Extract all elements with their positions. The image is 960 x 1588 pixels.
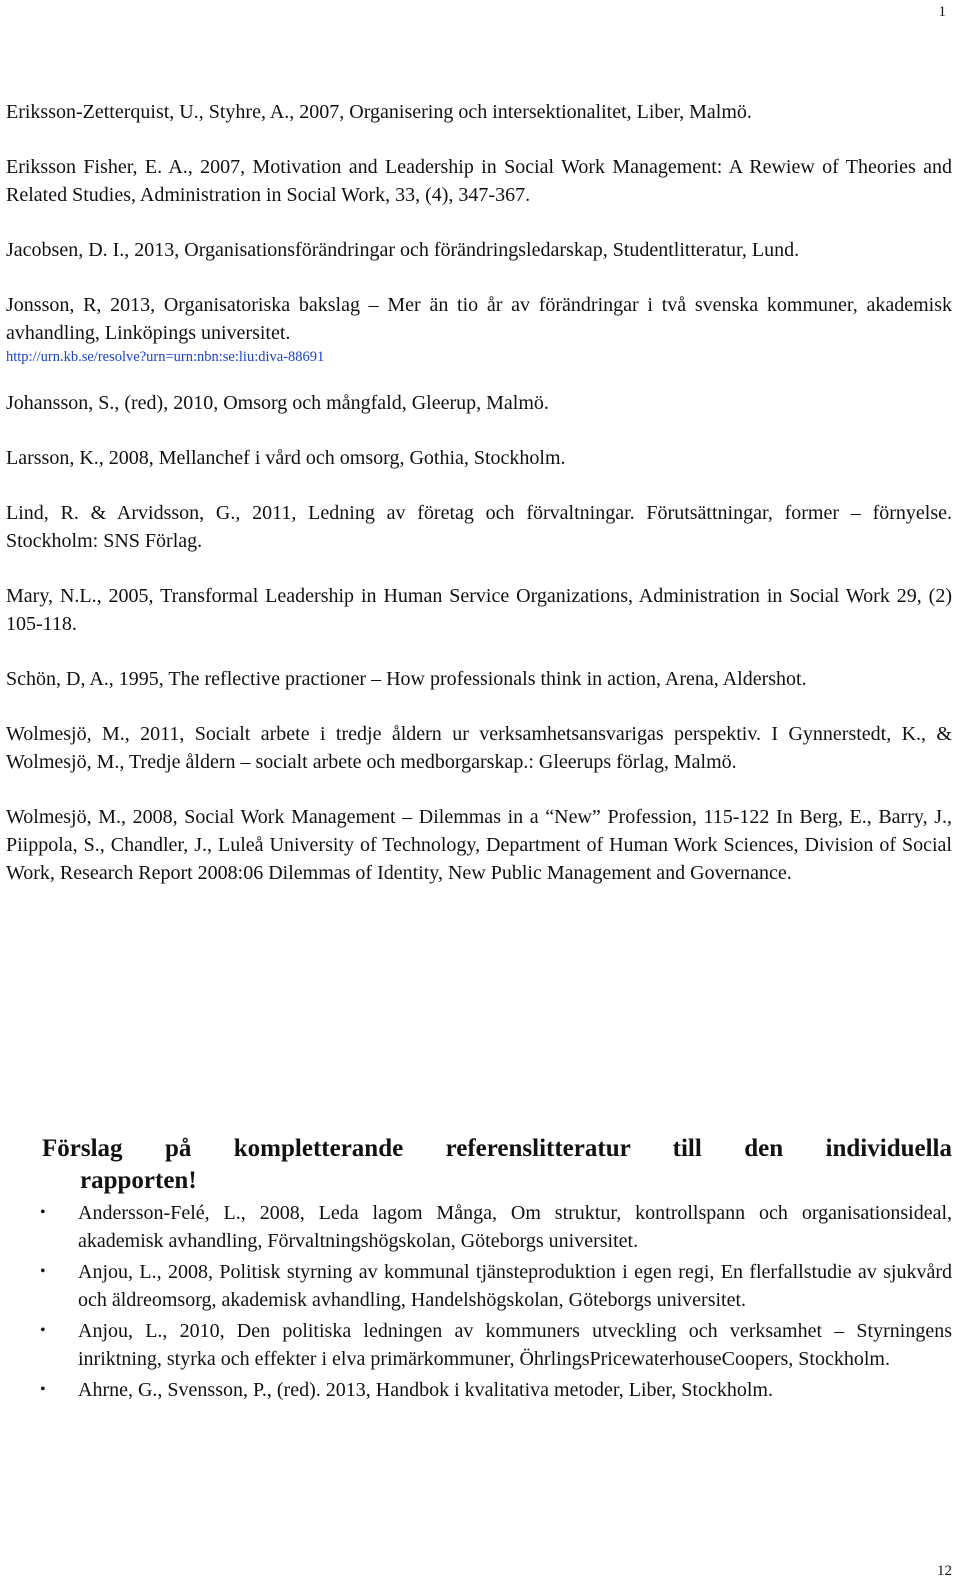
reference-item: Wolmesjö, M., 2011, Socialt arbete i tredje åldern ur verksamhetsansvarigas perspektiv. I Gynnerstedt, K., & Wolmesjö, M., Tredje åldern – socialt arbete och medborgarskap.: Gleerups förlag, Malmö.: [6, 723, 952, 773]
bullet-icon: •: [40, 1204, 46, 1221]
supplementary-literature-section: [42, 1133, 952, 1407]
section-heading: [42, 1133, 952, 1197]
reference-item: Johansson, S., (red), 2010, Omsorg och mångfald, Gleerup, Malmö.: [6, 392, 549, 414]
reference-text: Jonsson, R, 2013, Organisatoriska bakslag – Mer än tio år av förändringar i två svenska kommuner, akademisk avhandling, Linköpings universitet.: [6, 294, 952, 344]
bullet-text: Andersson-Felé, L., 2008, Leda lagom Många, Om struktur, kontrollspann och organisationsideal, akademisk avhandling, Förvaltningshögskolan, Göteborgs universitet.: [78, 1202, 952, 1252]
reference-item: Larsson, K., 2008, Mellanchef i vård och omsorg, Gothia, Stockholm.: [6, 447, 566, 469]
bullet-list-item: [42, 1258, 952, 1314]
section-heading-line-1: Förslag på kompletterande referenslitteratur till den individuella: [42, 1135, 952, 1162]
bullet-text: Ahrne, G., Svensson, P., (red). 2013, Handbok i kvalitativa metoder, Liber, Stockholm.: [78, 1379, 773, 1401]
reference-url-link[interactable]: http://urn.kb.se/resolve?urn=urn:nbn:se:liu:diva-88691: [6, 349, 325, 365]
reference-item-with-link: [6, 291, 952, 367]
reference-item: Schön, D, A., 1995, The reflective practioner – How professionals think in action, Arena, Aldershot.: [6, 668, 807, 690]
bullet-list-item: [42, 1317, 952, 1373]
bullet-icon: •: [40, 1263, 46, 1280]
reference-list: [6, 98, 952, 914]
reference-item: Eriksson-Zetterquist, U., Styhre, A., 2007, Organisering och intersektionalitet, Liber, Malmö.: [6, 101, 752, 123]
bullet-list-item: [42, 1376, 952, 1404]
bullet-text: Anjou, L., 2008, Politisk styrning av kommunal tjänsteproduktion i egen regi, En flerfallstudie av sjukvård och äldreomsorg, akademisk avhandling, Handelshögskolan, Göteborgs universitet.: [78, 1261, 952, 1311]
reference-item: Lind, R. & Arvidsson, G., 2011, Ledning av företag och förvaltningar. Förutsättningar, former – förnyelse. Stockholm: SNS Förlag.: [6, 502, 952, 552]
bullet-list-item: [42, 1199, 952, 1255]
bullet-icon: •: [40, 1322, 46, 1339]
page-number-bottom: 12: [937, 1563, 952, 1579]
section-heading-line-2: rapporten!: [80, 1167, 197, 1194]
reference-item: Eriksson Fisher, E. A., 2007, Motivation and Leadership in Social Work Management: A Rewiew of Theories and Related Studies, Administration in Social Work, 33, (4), 347-367.: [6, 156, 952, 206]
bullet-text: Anjou, L., 2010, Den politiska ledningen av kommuners utveckling och verksamhet – Styrningens inriktning, styrka och effekter i elva primärkommuner, ÖhrlingsPricewaterhouseCoopers, Stockholm.: [78, 1320, 952, 1370]
reference-item: Jacobsen, D. I., 2013, Organisationsförändringar och förändringsledarskap, Studentlitteratur, Lund.: [6, 239, 800, 261]
bullet-list: [42, 1199, 952, 1404]
reference-item: Mary, N.L., 2005, Transformal Leadership in Human Service Organizations, Administration in Social Work 29, (2) 105-118.: [6, 585, 952, 635]
page-number-top: 1: [938, 4, 946, 20]
bullet-icon: •: [40, 1381, 46, 1398]
reference-item: Wolmesjö, M., 2008, Social Work Management – Dilemmas in a “New” Profession, 115-122 In Berg, E., Barry, J., Piippola, S., Chandler, J., Luleå University of Technology, Department of Human Work Sciences, Division of Social Work, Research Report 2008:06 Dilemmas of Identity, New Public Management and Governance.: [6, 806, 952, 884]
